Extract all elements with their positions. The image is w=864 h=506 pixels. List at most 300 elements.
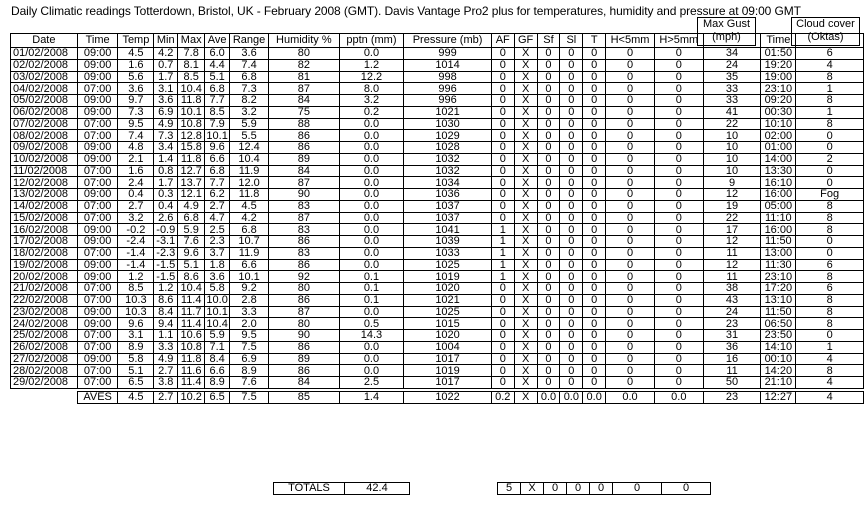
- cell-pressure: 1022: [404, 391, 492, 403]
- cell-t: 0: [583, 236, 606, 248]
- cell-pptn: 0.0: [339, 189, 404, 201]
- cell-gust-time: 19:00: [761, 71, 796, 83]
- cell-humidity: 84: [269, 165, 340, 177]
- cell-t: 0: [583, 341, 606, 353]
- cell-temp: 9.7: [118, 95, 154, 107]
- cell-pptn: 0.1: [339, 283, 404, 295]
- cell-max-gust: 43: [703, 294, 761, 306]
- cell-max-gust: 36: [703, 341, 761, 353]
- cell-humidity: 85: [269, 391, 340, 403]
- cell-pressure: 1028: [404, 142, 492, 154]
- table-row: [11, 142, 864, 154]
- cell-time: AVES: [77, 391, 118, 403]
- cell-h-gt5: 0.0: [654, 391, 703, 403]
- header-row: [11, 34, 864, 48]
- cell-ave: 6.6: [205, 365, 230, 377]
- cell-date: 25/02/2008: [11, 330, 78, 342]
- cell-gf: X: [514, 118, 537, 130]
- cell-sf: 0: [537, 48, 560, 60]
- cell-max-gust: 12: [703, 189, 761, 201]
- cell-max: 6.8: [178, 212, 205, 224]
- cell-h-lt5: 0: [606, 318, 655, 330]
- cell-temp: 5.6: [118, 71, 154, 83]
- cell-pptn: 0.0: [339, 142, 404, 154]
- cell-pressure: 1020: [404, 330, 492, 342]
- cell-max-gust: 10: [703, 142, 761, 154]
- cell-max: 12.8: [178, 130, 205, 142]
- cell-time: 09:00: [77, 271, 118, 283]
- cell-temp: -0.2: [118, 224, 154, 236]
- cell-ave: 6.8: [205, 165, 230, 177]
- table-row: [11, 318, 864, 330]
- cell-sl: 0: [560, 247, 583, 259]
- cell-h-lt5: 0: [606, 247, 655, 259]
- cell-af: 0: [491, 189, 514, 201]
- cell-min: 0.7: [154, 59, 178, 71]
- cell-cloud-cover: 0: [796, 330, 864, 342]
- cell-temp: 1.2: [118, 271, 154, 283]
- cell-temp: 5.8: [118, 353, 154, 365]
- cloud-cover-unit: (Oktas): [807, 31, 844, 43]
- cell-pressure: 1034: [404, 177, 492, 189]
- cell-gust-time: 11:50: [761, 306, 796, 318]
- cloud-cover-label: Cloud cover: [796, 18, 855, 30]
- cell-sf: 0: [537, 106, 560, 118]
- cell-t: 0: [583, 48, 606, 60]
- header-t: T: [583, 34, 606, 48]
- cell-af: 0: [491, 95, 514, 107]
- cell-h-gt5: 0: [654, 189, 703, 201]
- cell-range: 3.3: [230, 306, 269, 318]
- cell-h-lt5: 0: [606, 142, 655, 154]
- cell-gust-time: 21:10: [761, 377, 796, 389]
- cell-min: 2.7: [154, 391, 178, 403]
- cell-range: 6.8: [230, 224, 269, 236]
- cell-humidity: 90: [269, 189, 340, 201]
- totals-table: [273, 482, 711, 495]
- cell-h-gt5: 0: [654, 200, 703, 212]
- cell-h-lt5: 0: [606, 271, 655, 283]
- cell-time: 09:00: [77, 142, 118, 154]
- cell-sf: 0: [537, 130, 560, 142]
- cell-max: 10.2: [178, 391, 205, 403]
- cell-gf: X: [514, 71, 537, 83]
- cell-pptn: 3.2: [339, 95, 404, 107]
- cell-max-gust: 31: [703, 330, 761, 342]
- cell-humidity: 80: [269, 318, 340, 330]
- cell-date: 02/02/2008: [11, 59, 78, 71]
- cell-sl: 0: [560, 48, 583, 60]
- cell-pressure: 1030: [404, 118, 492, 130]
- cell-cloud-cover: 0: [796, 130, 864, 142]
- header-sl: Sl: [560, 34, 583, 48]
- totals-sl: 0: [567, 483, 590, 495]
- cell-time: 09:00: [77, 189, 118, 201]
- cell-gust-time: 16:00: [761, 224, 796, 236]
- cell-sf: 0: [537, 83, 560, 95]
- cell-time: 07:00: [77, 377, 118, 389]
- cell-date: 06/02/2008: [11, 106, 78, 118]
- cell-sl: 0: [560, 224, 583, 236]
- header-max-gust: [703, 34, 761, 48]
- cell-range: 2.8: [230, 294, 269, 306]
- cell-pptn: 0.0: [339, 341, 404, 353]
- cell-t: 0: [583, 83, 606, 95]
- cell-time: 09:00: [77, 353, 118, 365]
- cell-af: 0: [491, 318, 514, 330]
- cell-sf: 0: [537, 118, 560, 130]
- cell-sf: 0: [537, 330, 560, 342]
- cell-ave: 6.2: [205, 189, 230, 201]
- cell-pptn: 0.1: [339, 271, 404, 283]
- cell-t: 0: [583, 118, 606, 130]
- cell-h-gt5: 0: [654, 341, 703, 353]
- cell-pressure: 1041: [404, 224, 492, 236]
- cell-h-lt5: 0: [606, 153, 655, 165]
- cell-sf: 0: [537, 247, 560, 259]
- page-title: Daily Climatic readings Totterdown, Bristol, UK - February 2008 (GMT). Davis Vantage Pro2 plus for temperatures, humidity and pressure at 09:00 GMT: [11, 4, 801, 18]
- header-ave: Ave: [205, 34, 230, 48]
- cell-ave: 2.3: [205, 236, 230, 248]
- table-row: [11, 212, 864, 224]
- cell-date: 01/02/2008: [11, 48, 78, 60]
- cell-h-lt5: 0: [606, 283, 655, 295]
- cell-max: 11.4: [178, 377, 205, 389]
- cell-gust-time: 12:27: [761, 391, 796, 403]
- cell-pressure: 1017: [404, 353, 492, 365]
- cell-date: 14/02/2008: [11, 200, 78, 212]
- cell-h-lt5: 0: [606, 306, 655, 318]
- cell-temp: 8.9: [118, 341, 154, 353]
- cell-max: 4.9: [178, 200, 205, 212]
- header-gf: GF: [514, 34, 537, 48]
- cell-gf: X: [514, 391, 537, 403]
- cell-gf: X: [514, 177, 537, 189]
- cell-h-gt5: 0: [654, 283, 703, 295]
- cell-ave: 8.9: [205, 377, 230, 389]
- cell-gf: X: [514, 48, 537, 60]
- cell-ave: 3.7: [205, 247, 230, 259]
- cell-max: 12.1: [178, 189, 205, 201]
- cell-pressure: 1032: [404, 165, 492, 177]
- header-pressure: Pressure (mb): [404, 34, 492, 48]
- cell-h-lt5: 0: [606, 377, 655, 389]
- cell-h-gt5: 0: [654, 48, 703, 60]
- cell-ave: 1.8: [205, 259, 230, 271]
- cell-cloud-cover: 2: [796, 153, 864, 165]
- cell-gust-time: 00:10: [761, 353, 796, 365]
- cell-ave: 6.5: [205, 391, 230, 403]
- cell-pressure: 1014: [404, 59, 492, 71]
- cell-sl: 0: [560, 306, 583, 318]
- cell-cloud-cover: 8: [796, 318, 864, 330]
- table-row: [11, 341, 864, 353]
- cell-range: 12.0: [230, 177, 269, 189]
- cell-ave: 5.1: [205, 71, 230, 83]
- cell-af: 0: [491, 130, 514, 142]
- cell-gf: X: [514, 318, 537, 330]
- cell-cloud-cover: 8: [796, 294, 864, 306]
- cell-gf: X: [514, 283, 537, 295]
- totals-gf: X: [521, 483, 544, 495]
- cell-cloud-cover: 8: [796, 306, 864, 318]
- cell-humidity: 92: [269, 271, 340, 283]
- cell-min: -3.1: [154, 236, 178, 248]
- cell-min: 0.8: [154, 165, 178, 177]
- cell-max: 5.1: [178, 259, 205, 271]
- cell-h-lt5: 0: [606, 118, 655, 130]
- cell-range: 7.5: [230, 341, 269, 353]
- cell-gf: X: [514, 106, 537, 118]
- cell-max: 7.6: [178, 236, 205, 248]
- cell-temp: 4.5: [118, 391, 154, 403]
- cell-pptn: 1.2: [339, 59, 404, 71]
- cell-sf: 0: [537, 306, 560, 318]
- cell-cloud-cover: 1: [796, 341, 864, 353]
- cell-max: 10.8: [178, 118, 205, 130]
- cell-h-lt5: 0: [606, 330, 655, 342]
- cell-max-gust: 38: [703, 283, 761, 295]
- cell-date: 18/02/2008: [11, 247, 78, 259]
- cell-pressure: 1017: [404, 377, 492, 389]
- cell-min: 4.9: [154, 118, 178, 130]
- cell-range: 6.9: [230, 353, 269, 365]
- cell-ave: 4.7: [205, 212, 230, 224]
- table-row: [11, 236, 864, 248]
- cell-max: 7.8: [178, 48, 205, 60]
- table-row: [11, 130, 864, 142]
- cell-max-gust: 11: [703, 271, 761, 283]
- cell-time: 07:00: [77, 212, 118, 224]
- cell-max-gust: 11: [703, 365, 761, 377]
- cell-temp: 4.8: [118, 142, 154, 154]
- cell-gf: X: [514, 353, 537, 365]
- cell-h-gt5: 0: [654, 165, 703, 177]
- cell-time: 09:00: [77, 59, 118, 71]
- cell-pptn: 0.0: [339, 212, 404, 224]
- cell-h-gt5: 0: [654, 330, 703, 342]
- cell-sl: 0: [560, 153, 583, 165]
- cell-af: 0: [491, 365, 514, 377]
- cell-temp: 7.4: [118, 130, 154, 142]
- cell-time: 07:00: [77, 365, 118, 377]
- cell-humidity: 86: [269, 236, 340, 248]
- cell-h-lt5: 0: [606, 95, 655, 107]
- cell-h-gt5: 0: [654, 353, 703, 365]
- cell-min: 4.9: [154, 353, 178, 365]
- cell-gust-time: 11:50: [761, 236, 796, 248]
- cell-h-lt5: 0: [606, 83, 655, 95]
- cell-range: 10.4: [230, 153, 269, 165]
- cell-gust-time: 23:10: [761, 271, 796, 283]
- header-h-gt5: H>5mm: [654, 34, 703, 48]
- cell-max-gust: 12: [703, 236, 761, 248]
- cell-h-lt5: 0: [606, 236, 655, 248]
- cell-max-gust: 50: [703, 377, 761, 389]
- cell-temp: 2.7: [118, 200, 154, 212]
- cell-max: 5.9: [178, 224, 205, 236]
- header-humidity: Humidity %: [269, 34, 340, 48]
- cell-h-lt5: 0: [606, 130, 655, 142]
- cell-max-gust: 11: [703, 247, 761, 259]
- cell-max: 12.7: [178, 165, 205, 177]
- cell-range: 7.3: [230, 83, 269, 95]
- table-row: [11, 153, 864, 165]
- cell-cloud-cover: 8: [796, 212, 864, 224]
- cell-max: 11.6: [178, 365, 205, 377]
- cell-sf: 0: [537, 189, 560, 201]
- cell-sl: 0.0: [560, 391, 583, 403]
- table-row: [11, 271, 864, 283]
- table-row: [11, 200, 864, 212]
- cell-ave: 7.7: [205, 177, 230, 189]
- cell-min: 2.7: [154, 365, 178, 377]
- cell-af: 0: [491, 71, 514, 83]
- cell-sl: 0: [560, 95, 583, 107]
- cell-sf: 0: [537, 294, 560, 306]
- cell-humidity: 84: [269, 377, 340, 389]
- cell-temp: 2.1: [118, 153, 154, 165]
- totals-pptn: 42.4: [345, 483, 410, 495]
- cell-sl: 0: [560, 377, 583, 389]
- totals-t: 0: [590, 483, 613, 495]
- cell-min: 3.8: [154, 377, 178, 389]
- cell-sf: 0: [537, 95, 560, 107]
- cell-humidity: 86: [269, 294, 340, 306]
- cell-af: 0: [491, 200, 514, 212]
- cell-cloud-cover: 4: [796, 353, 864, 365]
- cell-t: 0: [583, 59, 606, 71]
- table-row: [11, 259, 864, 271]
- cell-af: 0: [491, 118, 514, 130]
- cell-cloud-cover: 4: [796, 59, 864, 71]
- cell-time: 07:00: [77, 83, 118, 95]
- cell-h-lt5: 0: [606, 71, 655, 83]
- cell-date: 04/02/2008: [11, 83, 78, 95]
- cell-h-gt5: 0: [654, 271, 703, 283]
- cell-pressure: 1025: [404, 259, 492, 271]
- cell-af: 1: [491, 259, 514, 271]
- cell-pptn: 12.2: [339, 71, 404, 83]
- cell-max-gust: 22: [703, 118, 761, 130]
- cell-time: 09:00: [77, 153, 118, 165]
- cell-af: 0: [491, 341, 514, 353]
- totals-label: TOTALS: [274, 483, 345, 495]
- cell-t: 0: [583, 189, 606, 201]
- cell-ave: 4.4: [205, 59, 230, 71]
- cell-h-lt5: 0: [606, 48, 655, 60]
- cell-pptn: 0.0: [339, 224, 404, 236]
- cell-pptn: 0.0: [339, 353, 404, 365]
- cell-humidity: 90: [269, 330, 340, 342]
- cell-af: 0: [491, 306, 514, 318]
- cell-gust-time: 13:30: [761, 165, 796, 177]
- cell-temp: 0.4: [118, 189, 154, 201]
- cell-sl: 0: [560, 236, 583, 248]
- cell-cloud-cover: 4: [796, 391, 864, 403]
- header-date: Date: [11, 34, 78, 48]
- cell-humidity: 87: [269, 83, 340, 95]
- cell-min: 3.3: [154, 341, 178, 353]
- cell-range: 3.6: [230, 48, 269, 60]
- cell-gf: X: [514, 247, 537, 259]
- cell-date: 24/02/2008: [11, 318, 78, 330]
- cell-t: 0: [583, 247, 606, 259]
- cell-h-gt5: 0: [654, 247, 703, 259]
- header-min: Min: [154, 34, 178, 48]
- cell-temp: 1.6: [118, 165, 154, 177]
- cell-range: 7.5: [230, 391, 269, 403]
- cell-time: 09:00: [77, 71, 118, 83]
- cell-pressure: 1019: [404, 365, 492, 377]
- cell-range: 3.2: [230, 106, 269, 118]
- table-row: [11, 294, 864, 306]
- cell-ave: 5.9: [205, 330, 230, 342]
- cell-max: 15.8: [178, 142, 205, 154]
- cell-h-lt5: 0: [606, 165, 655, 177]
- cell-max: 10.4: [178, 283, 205, 295]
- cell-pptn: 2.5: [339, 377, 404, 389]
- cell-t: 0: [583, 224, 606, 236]
- cell-pressure: 1020: [404, 283, 492, 295]
- cell-af: 0: [491, 165, 514, 177]
- table-row: [11, 189, 864, 201]
- cell-sl: 0: [560, 212, 583, 224]
- cell-range: 6.6: [230, 259, 269, 271]
- cell-time: 09:00: [77, 306, 118, 318]
- cell-temp: 5.1: [118, 365, 154, 377]
- cell-h-lt5: 0: [606, 200, 655, 212]
- cell-max-gust: 9: [703, 177, 761, 189]
- cell-humidity: 84: [269, 95, 340, 107]
- cell-time: 07:00: [77, 283, 118, 295]
- cell-h-gt5: 0: [654, 83, 703, 95]
- cell-af: 0: [491, 283, 514, 295]
- cell-gust-time: 19:20: [761, 59, 796, 71]
- cell-humidity: 86: [269, 142, 340, 154]
- cell-humidity: 81: [269, 71, 340, 83]
- table-header: [11, 34, 864, 48]
- cell-af: 0: [491, 106, 514, 118]
- cell-h-gt5: 0: [654, 318, 703, 330]
- cell-ave: 5.8: [205, 283, 230, 295]
- cell-sl: 0: [560, 271, 583, 283]
- cell-min: -1.5: [154, 271, 178, 283]
- cell-gf: X: [514, 294, 537, 306]
- cell-af: 0: [491, 212, 514, 224]
- cell-gf: X: [514, 212, 537, 224]
- cell-date: 27/02/2008: [11, 353, 78, 365]
- cell-max-gust: 34: [703, 48, 761, 60]
- cell-gf: X: [514, 153, 537, 165]
- cell-min: 1.7: [154, 71, 178, 83]
- cell-date: 16/02/2008: [11, 224, 78, 236]
- cell-date: 15/02/2008: [11, 212, 78, 224]
- cell-range: 11.8: [230, 189, 269, 201]
- cell-pptn: 0.0: [339, 236, 404, 248]
- cell-temp: -1.4: [118, 247, 154, 259]
- cell-max-gust: 33: [703, 95, 761, 107]
- cell-pressure: 996: [404, 83, 492, 95]
- cell-pressure: 1033: [404, 247, 492, 259]
- cell-h-lt5: 0: [606, 353, 655, 365]
- cell-range: 8.9: [230, 365, 269, 377]
- cell-range: 2.0: [230, 318, 269, 330]
- cell-max-gust: 10: [703, 130, 761, 142]
- cell-af: 1: [491, 224, 514, 236]
- cell-pptn: 0.0: [339, 365, 404, 377]
- cell-h-gt5: 0: [654, 224, 703, 236]
